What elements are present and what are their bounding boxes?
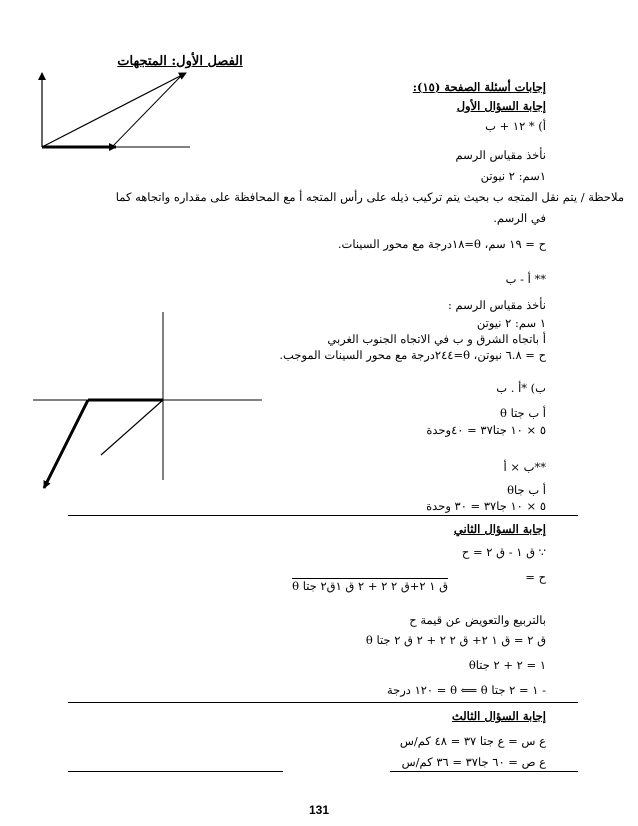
vector-addition-figure [42, 73, 190, 147]
q1-note-line2: في الرسم. [493, 211, 546, 225]
q1-scale-line2: نأخذ مقياس الرسم : [447, 298, 546, 312]
divider [68, 702, 578, 703]
q1-scale-value2: ١ سم: ٢ نيوتن [476, 316, 546, 330]
q1-result2: ح = ٦.٨ نيوتن، θ=٢٤٤درجة مع محور السينات الموجب. [279, 348, 546, 362]
q1-note-line1: ملاحظة / يتم نقل المتجه ب بحيث يتم تركيب ذيله على رأس المتجه أ مع المحافظة على مقداره واتجاهه كما [115, 190, 624, 204]
q1-cross-calc: ٥ × ١٠ جا٣٧ = ٣٠ وحدة [426, 499, 546, 513]
vector-subtraction-figure [33, 312, 262, 488]
q2-line2: ح = [525, 570, 546, 584]
divider [68, 771, 283, 772]
q1-scale-line: نأخذ مقياس الرسم [455, 148, 546, 162]
q2-line6: - ١ = ٢ جتا θ ⟸ θ = ١٢٠ درجة [386, 683, 546, 697]
q2-line1: ∵ ق ١ - ق ٢ = ح [461, 545, 546, 559]
q2-line3: بالتربيع والتعويض عن قيمة ح [409, 613, 546, 627]
divider [390, 771, 578, 772]
q1-dot-formula: أ ب جتا θ [499, 406, 546, 420]
q1-dot-calc: ٥ × ١٠ جتا٣٧ = ٤٠وحدة [426, 423, 546, 437]
divider [68, 515, 578, 516]
q2-line5: ١ = ٢ + ٢ جتاθ [468, 658, 546, 672]
q3-line2: ع ص = ٦٠ جا٣٧ = ٣٦ كم/س [401, 755, 546, 769]
q1-result1: ح = ١٩ سم، θ=١٨درجة مع محور السينات. [337, 237, 546, 251]
q1-scale-value: ١سم: ٢ نيوتن [480, 169, 546, 183]
q3-heading: إجابة السؤال الثالث [451, 709, 546, 723]
q1-cross-expr: **ب × أ [503, 460, 546, 474]
q1-part-a: أ) * ١٢ + ب [485, 119, 546, 133]
q1-heading: إجابة السؤال الأول [456, 99, 546, 113]
answers-heading: إجابات أسئلة الصفحة (١٥): [412, 80, 546, 94]
q1-part-double-star: ** أ - ب [505, 272, 546, 286]
q1-part-b: ب) *أ . ب [496, 381, 546, 395]
q1-directions: أ باتجاه الشرق و ب في الاتجاه الجنوب الغربي [327, 332, 546, 346]
q2-heading: إجابة السؤال الثاني [453, 522, 546, 536]
chapter-title: الفصل الأول: المتجهات [117, 54, 243, 69]
q2-radical-expression: ق ١ ٢+ق ٢ ٢ + ٢ ق ١ق٢ جتا θ [292, 579, 448, 593]
q2-line4: ق ٢ = ق ١ ٢+ ق ٢ ٢ + ٢ ق ٢ جتا θ [365, 633, 546, 647]
page-number: 131 [308, 803, 330, 817]
q3-line1: ع س = ع جتا ٣٧ = ٤٨ كم/س [399, 734, 546, 748]
q1-cross-formula: أ ب جاθ [507, 483, 546, 497]
